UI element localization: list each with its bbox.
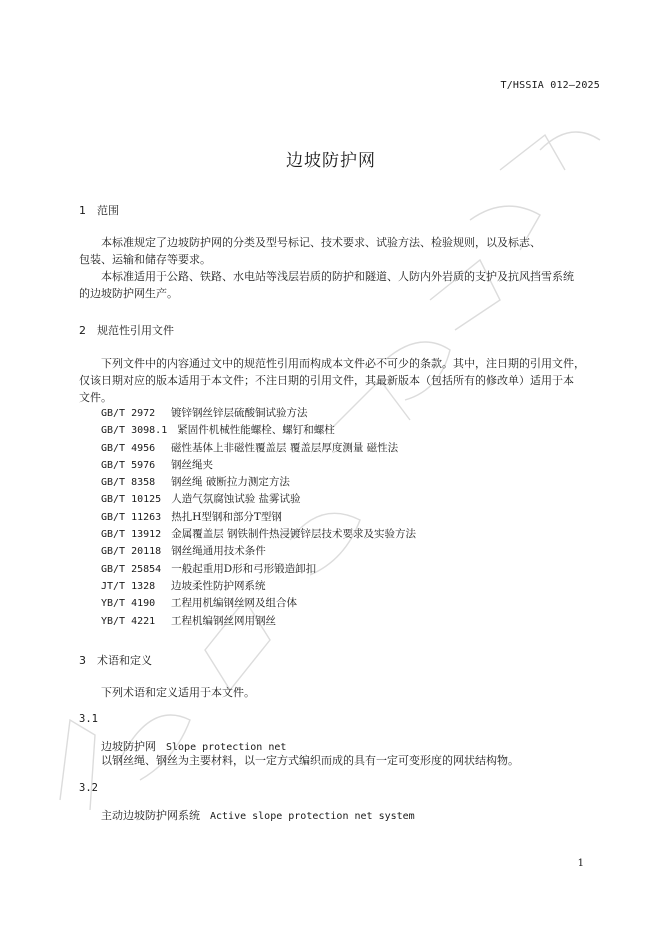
text-line: 文件。 <box>79 391 112 404</box>
terms-intro <box>79 684 599 701</box>
reference-item <box>101 526 416 543</box>
reference-item <box>101 613 416 630</box>
reference-code: GB/T 8358 <box>101 477 156 489</box>
reference-item <box>101 543 416 560</box>
section-title: 规范性引用文件 <box>97 324 174 337</box>
reference-title: 工程用机编钢丝网及组合体 <box>171 597 297 610</box>
reference-title: 工程机编钢丝网用钢丝 <box>171 614 276 627</box>
reference-code: GB/T 11263 <box>101 511 162 523</box>
reference-code: GB/T 20118 <box>101 546 162 558</box>
term-entry <box>101 807 415 823</box>
term-english: Slope protection net <box>166 742 287 753</box>
reference-item <box>101 405 416 422</box>
document-title: 边坡防护网 <box>286 151 376 171</box>
term-chinese: 主动边坡防护网系统 <box>101 809 200 822</box>
reference-code: GB/T 3098.1 <box>101 425 168 437</box>
reference-code: GB/T 10125 <box>101 494 162 506</box>
standard-code: T/HSSIA 012—2025 <box>500 80 600 91</box>
reference-title: 镀锌钢丝锌层硫酸铜试验方法 <box>171 407 308 419</box>
term-english: Active slope protection net system <box>210 811 415 822</box>
section-heading-terms <box>79 652 152 668</box>
reference-code: GB/T 5976 <box>101 459 156 471</box>
reference-item <box>101 474 416 491</box>
reference-item <box>101 422 416 439</box>
page-number: 1 <box>577 858 584 869</box>
section-heading-scope <box>79 202 119 218</box>
term-chinese: 边坡防护网 <box>101 740 156 753</box>
reference-code: JT/T 1328 <box>101 580 156 592</box>
term-number: 3.1 <box>79 713 98 725</box>
scope-paragraph-1 <box>79 234 599 268</box>
scope-paragraph-2 <box>79 268 599 302</box>
reference-title: 人造气氛腐蚀试验 盐雾试验 <box>171 493 301 506</box>
text-line: 包装、运输和储存等要求。 <box>79 253 211 266</box>
section-title: 范围 <box>97 204 119 217</box>
reference-item <box>101 457 416 474</box>
reference-code: GB/T 4956 <box>101 442 156 454</box>
text-line: 仅该日期对应的版本适用于本文件；不注日期的引用文件，其最新版本（包括所有的修改单）适用于本 <box>79 374 574 387</box>
text-line: 下列文件中的内容通过文中的规范性引用而构成本文件必不可少的条款。其中，注日期的引用文件， <box>101 357 585 370</box>
section-number: 1 <box>79 204 86 217</box>
section-title: 术语和定义 <box>97 654 152 667</box>
reference-item <box>101 561 416 578</box>
text-line: 下列术语和定义适用于本文件。 <box>101 686 255 699</box>
reference-title: 钢丝绳 破断拉力测定方法 <box>171 476 290 489</box>
text-line: 本标准规定了边坡防护网的分类及型号标记、技术要求、试验方法、检验规则，以及标志、 <box>101 236 541 249</box>
reference-code: GB/T 25854 <box>101 563 162 575</box>
term-number: 3.2 <box>79 782 98 794</box>
reference-code: GB/T 2972 <box>101 408 156 419</box>
reference-title: 热扎H型钢和部分T型钢 <box>171 510 282 523</box>
reference-item <box>101 491 416 508</box>
reference-item <box>101 509 416 526</box>
section-number: 3 <box>79 654 86 667</box>
normative-intro <box>79 355 599 406</box>
reference-item <box>101 578 416 595</box>
term-definition <box>79 752 599 769</box>
reference-list <box>101 405 416 630</box>
section-number: 2 <box>79 324 86 337</box>
text-line: 以钢丝绳、钢丝为主要材料，以一定方式编织而成的具有一定可变形度的网状结构物。 <box>101 754 519 767</box>
reference-code: GB/T 13912 <box>101 529 162 541</box>
reference-item <box>101 440 416 457</box>
reference-code: YB/T 4221 <box>101 615 156 627</box>
reference-title: 边坡柔性防护网系统 <box>171 579 266 592</box>
text-line: 本标准适用于公路、铁路、水电站等浅层岩质的防护和隧道、人防内外岩质的支护及抗风挡雪系统 <box>101 270 574 283</box>
reference-item <box>101 595 416 612</box>
reference-code: YB/T 4190 <box>101 598 156 610</box>
reference-title: 一般起重用D形和弓形锻造卸扣 <box>171 562 317 575</box>
reference-title: 磁性基体上非磁性覆盖层 覆盖层厚度测量 磁性法 <box>171 441 399 454</box>
section-heading-normative <box>79 322 174 338</box>
reference-title: 金属覆盖层 钢铁制件热浸镀锌层技术要求及实验方法 <box>171 528 417 541</box>
reference-title: 钢丝绳通用技术条件 <box>171 545 266 558</box>
reference-title: 紧固件机械性能螺栓、螺钉和螺柱 <box>177 424 335 437</box>
text-line: 的边坡防护网生产。 <box>79 287 178 300</box>
reference-title: 钢丝绳夹 <box>171 458 213 471</box>
